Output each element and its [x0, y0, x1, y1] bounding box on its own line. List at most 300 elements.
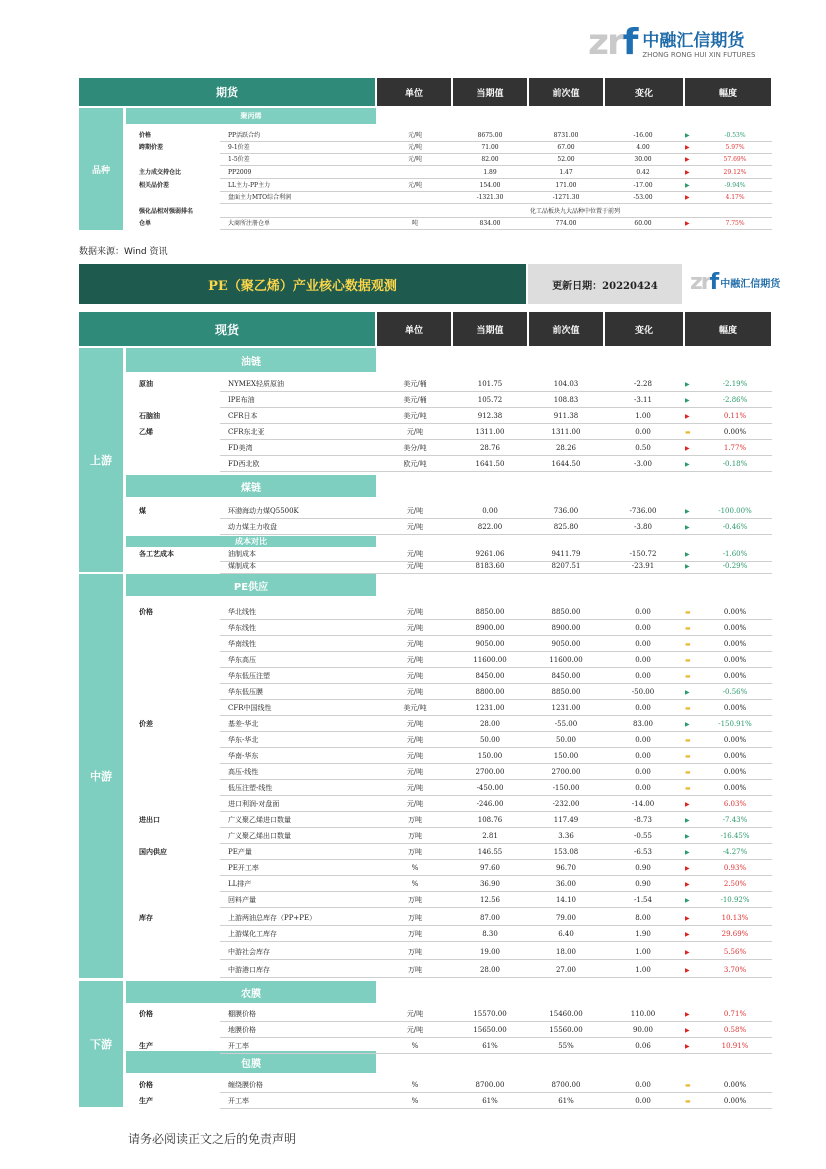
row-category: 主力成交持仓比 — [139, 169, 182, 176]
small-brand-cn: 中融汇信期货 — [720, 279, 781, 290]
sub-oil: 油链 — [126, 348, 376, 372]
row-current: 154.00 — [479, 182, 501, 189]
row-unit: 元/吨 — [406, 800, 424, 808]
row-previous: 52.00 — [557, 156, 575, 163]
row-item: IPE布油 — [228, 396, 255, 404]
row-current: 101.75 — [477, 380, 503, 388]
table-row — [0, 796, 826, 812]
row-item: 华东-华北 — [228, 736, 259, 744]
row-magnitude: 0.00% — [723, 1097, 747, 1105]
row-magnitude: 0.00% — [723, 672, 747, 680]
table-row — [0, 376, 826, 392]
row-magnitude: 6.03% — [723, 800, 747, 808]
row-item: PP活跃合约 — [228, 132, 261, 139]
table-row — [0, 668, 826, 684]
row-change: 0.06 — [635, 1042, 651, 1050]
row-magnitude: 0.93% — [723, 864, 747, 872]
row-unit: 美分/吨 — [403, 444, 427, 452]
row-previous: 8900.00 — [551, 624, 581, 632]
row-item: PE产量 — [228, 848, 252, 856]
row-unit: 元/吨 — [406, 688, 424, 696]
row-change: -14.00 — [631, 800, 655, 808]
row-item: 油制成本 — [228, 550, 256, 558]
table-row — [0, 503, 826, 519]
table-row — [0, 684, 826, 700]
row-previous: 104.03 — [553, 380, 579, 388]
row-current: -1321.30 — [476, 194, 504, 201]
table-row — [0, 700, 826, 716]
row-previous: 18.00 — [555, 948, 577, 956]
main-previous-header: 前次值 — [529, 312, 603, 346]
table-row — [0, 558, 826, 574]
current-header: 当期值 — [453, 78, 527, 106]
row-unit: 元/吨 — [407, 132, 423, 139]
row-previous: 27.00 — [555, 966, 577, 974]
row-previous: 9411.79 — [551, 550, 581, 558]
row-unit: 万吨 — [408, 948, 422, 956]
row-category: 价格 — [139, 608, 153, 616]
row-category: 价差 — [139, 720, 153, 728]
row-current: -246.00 — [476, 800, 504, 808]
segment-midstream: 中游 — [79, 574, 123, 978]
row-change: -3.11 — [634, 396, 652, 404]
row-change: 30.00 — [634, 156, 652, 163]
row-item: 华南线性 — [228, 640, 256, 648]
row-item: 缠绕膜价格 — [228, 1081, 263, 1089]
row-previous: 8450.00 — [551, 672, 581, 680]
row-previous: -150.00 — [552, 784, 580, 792]
row-magnitude: 0.00% — [723, 704, 747, 712]
row-item: 大商所注册仓单 — [228, 220, 271, 227]
row-current: 8183.60 — [475, 562, 505, 570]
banner — [79, 264, 526, 304]
row-divider — [220, 178, 772, 179]
row-previous: 2700.00 — [551, 768, 581, 776]
row-unit: 元/吨 — [406, 640, 424, 648]
row-category: 价格 — [139, 132, 152, 139]
row-unit: 美元/桶 — [403, 380, 427, 388]
row-current: 82.00 — [481, 156, 499, 163]
row-unit: 元/吨 — [406, 656, 424, 664]
row-category: 相关品价差 — [139, 182, 170, 189]
row-change: 83.00 — [632, 720, 654, 728]
row-divider — [220, 959, 772, 960]
row-unit: 万吨 — [408, 896, 422, 904]
row-item: 棚膜价格 — [228, 1010, 256, 1018]
row-divider — [220, 229, 772, 230]
row-previous: 8207.51 — [551, 562, 581, 570]
row-change: -2.28 — [634, 380, 652, 388]
row-magnitude: 29.69% — [721, 930, 749, 938]
small-logo-mark: zrf — [690, 270, 718, 295]
row-item: 低压注塑-线性 — [228, 784, 273, 792]
row-item: LL排产 — [228, 880, 252, 888]
table-row — [0, 1038, 826, 1054]
row-change: -1.54 — [634, 896, 652, 904]
row-category: 原油 — [139, 380, 153, 388]
row-unit: 元/吨 — [406, 428, 424, 436]
row-magnitude: -2.19% — [722, 380, 748, 388]
sub-pack: 包膜 — [126, 1051, 376, 1073]
table-row — [0, 408, 826, 424]
row-previous: 8700.00 — [551, 1081, 581, 1089]
row-category: 库存 — [139, 914, 153, 922]
row-magnitude: 4.17% — [725, 194, 745, 201]
row-current: 28.76 — [479, 444, 501, 452]
row-item: 1-5价差 — [228, 156, 250, 163]
row-current: 50.00 — [479, 736, 501, 744]
previous-header: 前次值 — [529, 78, 603, 106]
row-unit: 万吨 — [408, 930, 422, 938]
row-item: 上游两油总库存（PP+PE） — [228, 914, 317, 922]
row-magnitude: 1.77% — [723, 444, 747, 452]
main-unit-header: 单位 — [377, 312, 451, 346]
row-unit: 美元/吨 — [403, 412, 427, 420]
row-item: 华东低压膜 — [228, 688, 263, 696]
row-previous: -55.00 — [554, 720, 578, 728]
row-item: CFR中国线性 — [228, 704, 272, 712]
row-unit: 万吨 — [408, 832, 422, 840]
row-previous: 50.00 — [555, 736, 577, 744]
row-previous: -1271.30 — [552, 194, 580, 201]
row-current: 8800.00 — [475, 688, 505, 696]
row-divider — [220, 907, 772, 908]
row-category: 仓单 — [139, 220, 152, 227]
row-unit: 万吨 — [408, 816, 422, 824]
row-magnitude: 10.91% — [721, 1042, 749, 1050]
row-category: 生产 — [139, 1042, 153, 1050]
sub-film: 农膜 — [126, 981, 376, 1003]
table-row — [0, 636, 826, 652]
row-previous: 96.70 — [555, 864, 577, 872]
table-row — [0, 764, 826, 780]
row-change: 0.00 — [635, 736, 651, 744]
row-previous: 15460.00 — [549, 1010, 583, 1018]
row-unit: % — [411, 1042, 419, 1050]
row-previous: 911.38 — [553, 412, 579, 420]
row-unit: 元/吨 — [407, 156, 423, 163]
segment-upstream: 上游 — [79, 348, 123, 572]
row-change: -3.80 — [634, 523, 652, 531]
row-magnitude: 0.00% — [723, 640, 747, 648]
row-item: NYMEX轻质原油 — [228, 380, 285, 388]
row-change: 0.50 — [635, 444, 651, 452]
row-item: PE开工率 — [228, 864, 259, 872]
row-previous: 150.00 — [553, 752, 579, 760]
row-current: 97.60 — [479, 864, 501, 872]
row-unit: % — [411, 880, 419, 888]
row-change: -736.00 — [629, 507, 657, 515]
row-magnitude: 0.58% — [723, 1026, 747, 1034]
row-item: 进口利润-对盘面 — [228, 800, 280, 808]
row-unit: 元/吨 — [406, 784, 424, 792]
row-category: 石脑油 — [139, 412, 160, 420]
row-magnitude: 0.00% — [723, 428, 747, 436]
table-row — [0, 206, 826, 218]
logo-mark: zrf — [588, 22, 637, 63]
row-current: 9261.06 — [475, 550, 505, 558]
table-row — [0, 652, 826, 668]
row-item: 基差-华北 — [228, 720, 259, 728]
row-magnitude: -0.46% — [722, 523, 748, 531]
row-current: 9050.00 — [475, 640, 505, 648]
table-row — [0, 218, 826, 230]
row-current: 0.00 — [482, 507, 498, 515]
row-current: 28.00 — [479, 720, 501, 728]
row-previous: 736.00 — [553, 507, 579, 515]
row-current: 15650.00 — [473, 1026, 507, 1034]
row-previous: 36.00 — [555, 880, 577, 888]
brand-cn: 中融汇信期货 — [642, 31, 745, 51]
table-row — [0, 392, 826, 408]
row-unit: 美元/桶 — [403, 396, 427, 404]
row-item: LL主力-PP主力 — [228, 182, 271, 189]
row-item: FD西北欧 — [228, 460, 260, 468]
table-row — [0, 192, 826, 204]
row-current: 1.89 — [483, 169, 497, 176]
row-current: 8675.00 — [477, 132, 503, 139]
row-unit: 元/吨 — [406, 672, 424, 680]
row-divider — [220, 534, 772, 535]
row-magnitude: 7.75% — [725, 220, 745, 227]
row-divider — [220, 471, 772, 472]
row-previous: 61% — [558, 1097, 574, 1105]
table-row — [0, 620, 826, 636]
row-change: 110.00 — [630, 1010, 656, 1018]
row-magnitude: -9.94% — [724, 182, 746, 189]
row-change: 0.42 — [636, 169, 650, 176]
row-change: 0.90 — [635, 880, 651, 888]
row-previous: -232.00 — [552, 800, 580, 808]
row-item: 华东低压注塑 — [228, 672, 270, 680]
table-row — [0, 167, 826, 179]
row-change: 0.00 — [635, 640, 651, 648]
small-logo — [690, 270, 780, 295]
row-change: 0.00 — [635, 428, 651, 436]
table-row — [0, 1022, 826, 1038]
row-previous: 774.00 — [555, 220, 577, 227]
row-unit: 元/吨 — [406, 752, 424, 760]
table-row — [0, 142, 826, 154]
sub-coal: 煤链 — [126, 475, 376, 497]
row-previous: 153.08 — [553, 848, 579, 856]
row-previous: 6.40 — [558, 930, 574, 938]
row-magnitude: 0.00% — [723, 784, 747, 792]
row-magnitude: 0.00% — [723, 1081, 747, 1089]
table-row — [0, 1006, 826, 1022]
row-item: 中游港口库存 — [228, 966, 270, 974]
row-item: 地膜价格 — [228, 1026, 256, 1034]
row-previous: 79.00 — [555, 914, 577, 922]
table-row — [0, 1093, 826, 1109]
segment-downstream: 下游 — [79, 981, 123, 1107]
row-magnitude: -0.53% — [724, 132, 746, 139]
row-previous: 117.49 — [553, 816, 579, 824]
row-current: 8.30 — [482, 930, 498, 938]
row-change: 60.00 — [634, 220, 652, 227]
table-row — [0, 944, 826, 960]
table-row — [0, 1077, 826, 1093]
magnitude-header: 幅度 — [685, 78, 771, 106]
row-current: 1311.00 — [475, 428, 505, 436]
row-previous: 1231.00 — [551, 704, 581, 712]
row-current: 12.56 — [479, 896, 501, 904]
row-previous: 108.83 — [553, 396, 579, 404]
group-label: 品种 — [79, 108, 123, 230]
table-row — [0, 440, 826, 456]
disclaimer: 请务必阅读正文之后的免责声明 — [128, 1132, 297, 1146]
row-magnitude: 0.00% — [723, 624, 747, 632]
brand-en: ZHONG RONG HUI XIN FUTURES — [642, 51, 756, 59]
table-row — [0, 962, 826, 978]
table-row — [0, 130, 826, 142]
table-row — [0, 519, 826, 535]
row-change: -17.00 — [633, 182, 653, 189]
row-unit: 元/吨 — [406, 768, 424, 776]
row-item: 中游社会库存 — [228, 948, 270, 956]
banner-title: PE（聚乙烯）产业核心数据观测 — [208, 278, 397, 294]
row-change: 0.00 — [635, 752, 651, 760]
row-current: -450.00 — [476, 784, 504, 792]
row-item: CFR日本 — [228, 412, 258, 420]
row-divider — [220, 1108, 772, 1109]
row-change: -16.00 — [633, 132, 653, 139]
row-change: -0.55 — [634, 832, 652, 840]
row-current: 71.00 — [481, 144, 499, 151]
row-unit: 万吨 — [408, 966, 422, 974]
row-unit: 万吨 — [408, 848, 422, 856]
row-item: 开工率 — [228, 1097, 249, 1105]
row-unit: 元/吨 — [406, 1010, 424, 1018]
row-unit: 万吨 — [408, 914, 422, 922]
row-unit: 元/吨 — [406, 1026, 424, 1034]
row-magnitude: -0.18% — [722, 460, 748, 468]
row-unit: 元/吨 — [406, 736, 424, 744]
spot-header: 现货 — [79, 312, 375, 346]
row-unit: % — [411, 1081, 419, 1089]
table-row — [0, 154, 826, 166]
row-unit: 美元/吨 — [403, 704, 427, 712]
table-row — [0, 732, 826, 748]
row-magnitude: 0.00% — [723, 608, 747, 616]
row-unit: % — [411, 1097, 419, 1105]
row-previous: 3.36 — [558, 832, 574, 840]
row-current: 28.00 — [479, 966, 501, 974]
table-row — [0, 456, 826, 472]
row-category: 跨期价差 — [139, 144, 164, 151]
update-date: 更新日期：20220424 — [528, 264, 682, 304]
main-change-header: 变化 — [605, 312, 683, 346]
row-unit: 元/吨 — [406, 624, 424, 632]
unit-header: 单位 — [377, 78, 451, 106]
row-change: 0.00 — [635, 704, 651, 712]
row-change: 1.90 — [635, 930, 651, 938]
row-change: 0.00 — [635, 656, 651, 664]
table-row — [0, 926, 826, 942]
row-magnitude: 0.00% — [723, 768, 747, 776]
table-row — [0, 844, 826, 860]
row-magnitude: -100.00% — [718, 507, 752, 515]
table-row — [0, 876, 826, 892]
row-current: 8450.00 — [475, 672, 505, 680]
row-previous: 8731.00 — [553, 132, 579, 139]
row-item: 上游煤化工库存 — [228, 930, 277, 938]
row-current: 1641.50 — [475, 460, 505, 468]
row-current: 36.90 — [479, 880, 501, 888]
row-change: -50.00 — [631, 688, 655, 696]
row-magnitude: -16.45% — [720, 832, 750, 840]
row-change: -6.53 — [634, 848, 652, 856]
row-magnitude: -150.91% — [718, 720, 752, 728]
row-previous: 8850.00 — [551, 608, 581, 616]
row-current: 61% — [482, 1042, 498, 1050]
row-magnitude: -7.43% — [722, 816, 748, 824]
row-current: 8850.00 — [475, 608, 505, 616]
row-unit: % — [411, 864, 419, 872]
row-item: 盘面主力MTO综合利润 — [228, 194, 292, 201]
row-previous: 8850.00 — [551, 688, 581, 696]
row-change: -3.00 — [634, 460, 652, 468]
row-previous: 55% — [558, 1042, 574, 1050]
row-category: 生产 — [139, 1097, 153, 1105]
row-item: 回料产量 — [228, 896, 256, 904]
row-item: FD美湾 — [228, 444, 253, 452]
row-category: 各工艺成本 — [139, 550, 174, 558]
row-current: 108.76 — [477, 816, 503, 824]
table-row — [0, 180, 826, 192]
row-change: -23.91 — [631, 562, 655, 570]
row-magnitude: -10.92% — [720, 896, 750, 904]
row-previous: 9050.00 — [551, 640, 581, 648]
row-previous: 1311.00 — [551, 428, 581, 436]
row-item: 华东高压 — [228, 656, 256, 664]
row-magnitude: -4.27% — [722, 848, 748, 856]
brand-logo — [588, 22, 755, 63]
row-previous: 171.00 — [555, 182, 577, 189]
sub-pp: 聚丙烯 — [126, 108, 376, 124]
row-previous: 1.47 — [559, 169, 573, 176]
row-item: PP2009 — [228, 169, 252, 176]
row-item: 华北线性 — [228, 608, 256, 616]
row-magnitude: 0.11% — [723, 412, 747, 420]
row-item: 环渤海动力煤Q5500K — [228, 507, 299, 515]
row-unit: 元/吨 — [406, 507, 424, 515]
row-divider — [220, 941, 772, 942]
row-magnitude: 5.97% — [725, 144, 745, 151]
table-row — [0, 716, 826, 732]
row-previous: 1644.50 — [551, 460, 581, 468]
row-magnitude: -2.86% — [722, 396, 748, 404]
row-current: 146.55 — [477, 848, 503, 856]
row-magnitude: 29.12% — [723, 169, 747, 176]
row-magnitude: 0.00% — [723, 656, 747, 664]
row-divider — [220, 165, 772, 166]
table-row — [0, 424, 826, 440]
row-magnitude: 0.00% — [723, 752, 747, 760]
row-item: 开工率 — [228, 1042, 249, 1050]
row-item: 高压-线性 — [228, 768, 259, 776]
row-current: 8700.00 — [475, 1081, 505, 1089]
row-item: 煤制成本 — [228, 562, 256, 570]
row-change: 0.90 — [635, 864, 651, 872]
table-row — [0, 892, 826, 908]
row-item: 广义聚乙烯出口数量 — [228, 832, 291, 840]
row-category: 国内供应 — [139, 848, 167, 856]
sub-cost: 成本对比 — [126, 536, 376, 547]
row-change: -53.00 — [633, 194, 653, 201]
row-magnitude: -1.60% — [722, 550, 748, 558]
row-change: 0.00 — [635, 608, 651, 616]
